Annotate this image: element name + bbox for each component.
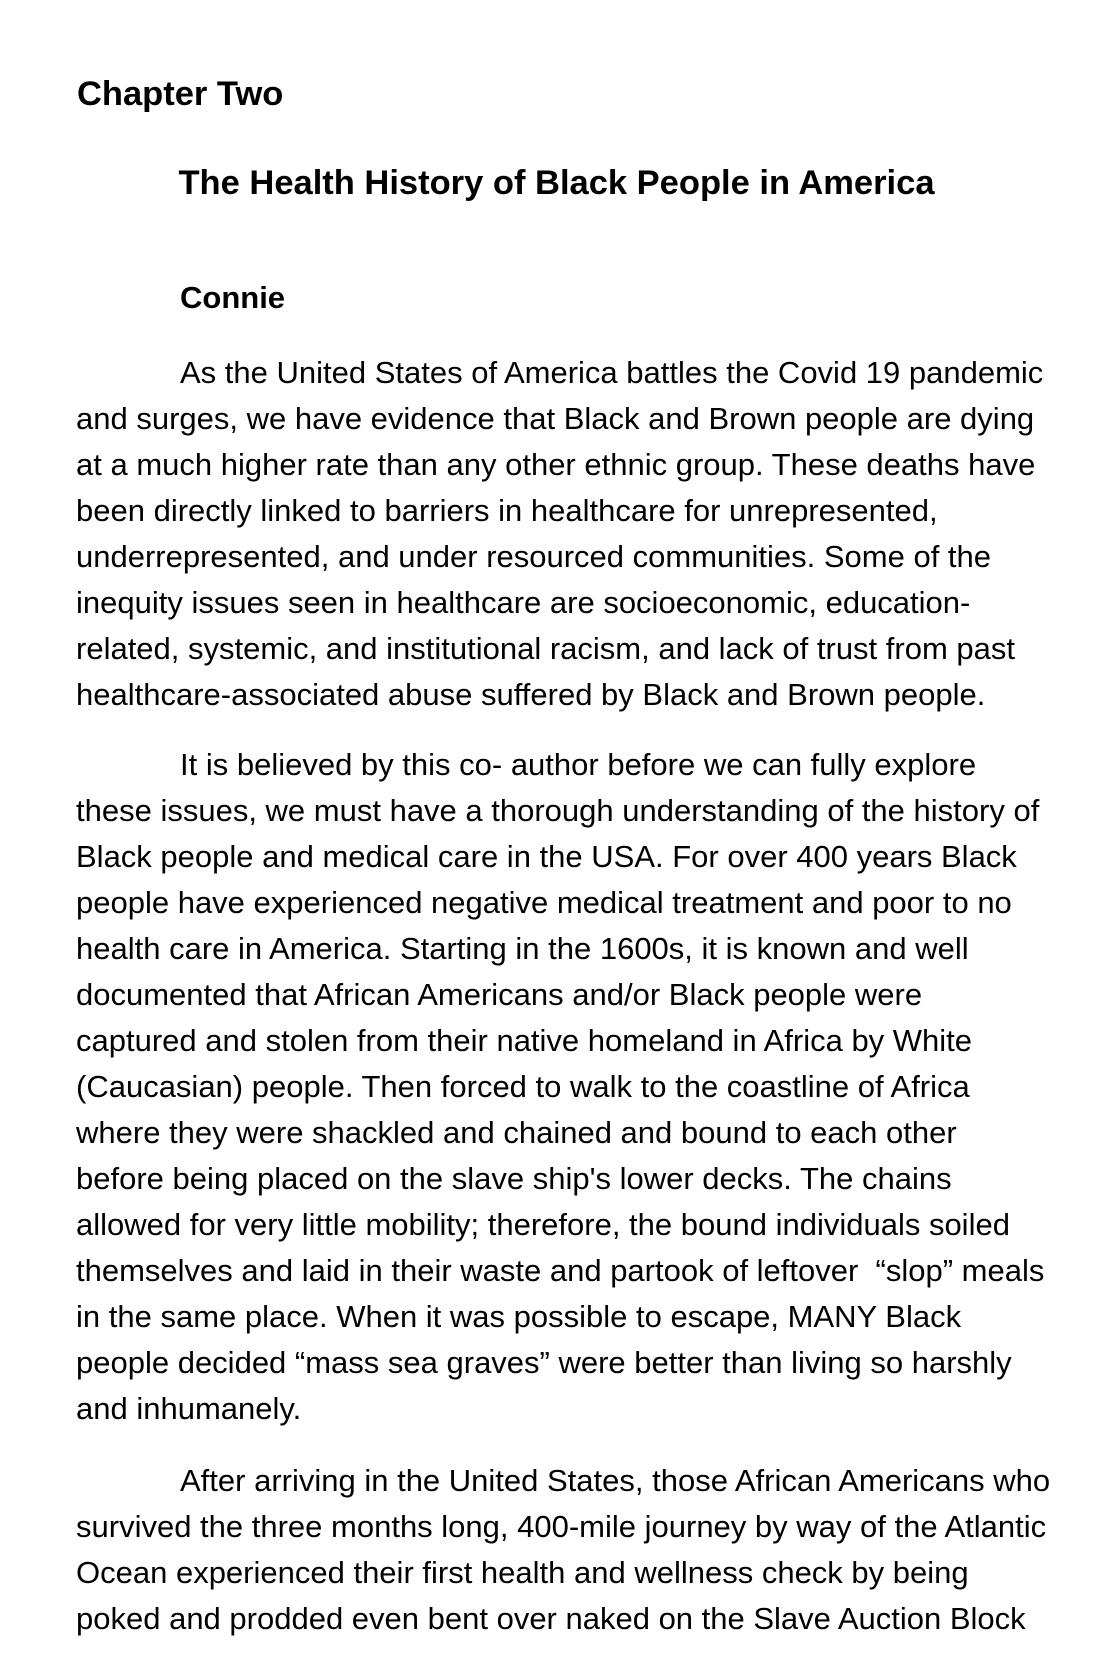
paragraph-line: and inhumanely. (76, 1391, 302, 1426)
paragraph-line: allowed for very little mobility; therefore, the bound individuals soiled (76, 1207, 1010, 1242)
paragraph-line: underrepresented, and under resourced communities. Some of the (76, 539, 992, 574)
paragraph-line: in the same place. When it was possible to escape, MANY Black (76, 1299, 962, 1334)
paragraph-line: been directly linked to barriers in healthcare for unrepresented, (76, 493, 938, 528)
paragraph-line: these issues, we must have a thorough understanding of the history of (76, 793, 1040, 828)
paragraph-line: at a much higher rate than any other ethnic group. These deaths have (76, 447, 1036, 482)
paragraph-line: documented that African Americans and/or Black people were (76, 977, 923, 1012)
paragraph-line: and surges, we have evidence that Black and Brown people are dying (76, 401, 1035, 436)
paragraph-line: After arriving in the United States, those African Americans who (180, 1463, 1051, 1498)
paragraph-line: inequity issues seen in healthcare are socioeconomic, education- (76, 585, 971, 620)
paragraph-line: where they were shackled and chained and bound to each other (76, 1115, 957, 1150)
chapter-heading: Chapter Two (77, 75, 284, 113)
paragraph-line: (Caucasian) people. Then forced to walk to the coastline of Africa (76, 1069, 970, 1104)
paragraph-line: Black people and medical care in the USA. For over 400 years Black (76, 839, 1017, 874)
paragraph-line: health care in America. Starting in the 1600s, it is known and well (76, 931, 969, 966)
paragraph-line: poked and prodded even bent over naked on the Slave Auction Block (76, 1601, 1026, 1636)
paragraph-line: As the United States of America battles the Covid 19 pandemic (180, 355, 1044, 390)
paragraph-line: themselves and laid in their waste and partook of leftover “slop” meals (76, 1253, 1045, 1288)
paragraph-line: captured and stolen from their native homeland in Africa by White (76, 1023, 973, 1058)
paragraph (76, 1458, 1056, 1642)
paragraph-line: related, systemic, and institutional racism, and lack of trust from past (76, 631, 1015, 666)
paragraph-line: people decided “mass sea graves” were better than living so harshly (76, 1345, 1012, 1380)
paragraph-line: before being placed on the slave ship's lower decks. The chains (76, 1161, 952, 1196)
paragraph-line: survived the three months long, 400-mile journey by way of the Atlantic (76, 1509, 1047, 1544)
paragraph (76, 742, 1056, 1432)
document-title: The Health History of Black People in America (178, 164, 935, 202)
paragraph-line: Ocean experienced their first health and wellness check by being (76, 1555, 969, 1590)
paragraph-line: It is believed by this co- author before we can fully explore (180, 747, 977, 782)
author-name: Connie (180, 280, 286, 315)
paragraph-line: people have experienced negative medical treatment and poor to no (76, 885, 1012, 920)
paragraph-line: healthcare-associated abuse suffered by Black and Brown people. (76, 677, 986, 712)
paragraph (76, 350, 1056, 718)
